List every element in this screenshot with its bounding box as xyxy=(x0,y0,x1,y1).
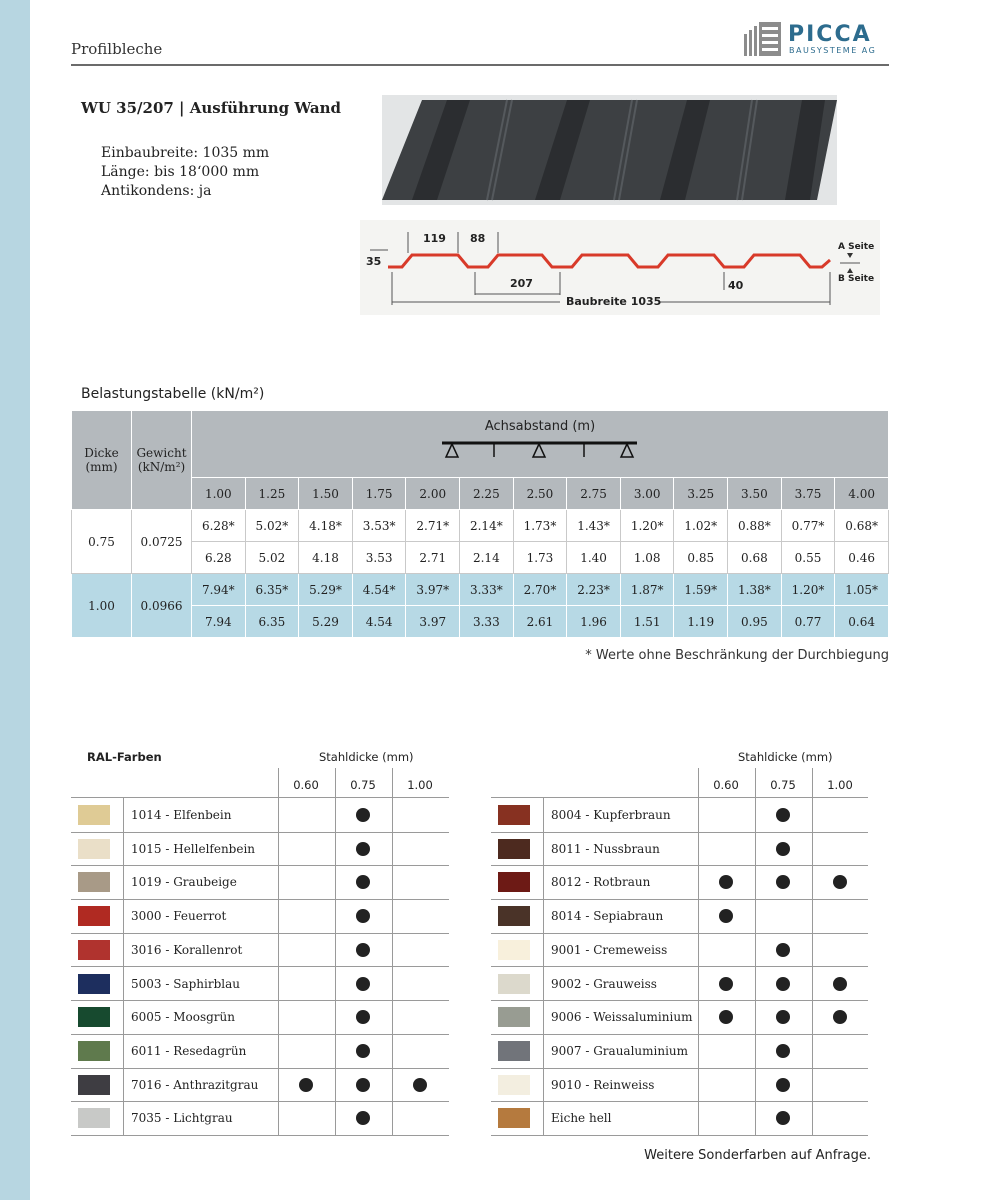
thickness-header: 0.75 xyxy=(770,778,796,792)
spec-laenge: Länge: bis 18‘000 mm xyxy=(101,164,260,180)
logo-building-icon xyxy=(742,20,784,58)
load-value-cell: 1.40 xyxy=(567,542,621,574)
load-value-cell: 0.46 xyxy=(835,542,889,574)
load-row-075-b xyxy=(72,542,889,574)
load-value-cell: 2.71 xyxy=(406,542,460,574)
color-name: 1014 - Elfenbein xyxy=(131,808,232,822)
load-value-cell: 6.35* xyxy=(245,574,299,606)
available-dot-icon xyxy=(776,808,790,822)
span-value: 3.25 xyxy=(674,478,728,510)
available-dot-icon xyxy=(719,909,733,923)
dim-88-label: 88 xyxy=(470,232,486,245)
load-value-cell: 0.85 xyxy=(674,542,728,574)
span-value: 3.75 xyxy=(781,478,835,510)
color-row xyxy=(491,1034,868,1069)
load-value-cell: 1.20* xyxy=(620,510,674,542)
available-dot-icon xyxy=(356,1010,370,1024)
load-value-cell: 6.35 xyxy=(245,606,299,638)
color-name: 8004 - Kupferbraun xyxy=(551,808,671,822)
load-value-cell: 1.51 xyxy=(620,606,674,638)
span-value: 2.50 xyxy=(513,478,567,510)
profile-cross-section-drawing xyxy=(360,220,880,315)
company-logo xyxy=(742,20,892,60)
available-dot-icon xyxy=(833,977,847,991)
available-dot-icon xyxy=(776,977,790,991)
color-row xyxy=(491,933,868,968)
span-value: 3.00 xyxy=(620,478,674,510)
span-values-row xyxy=(72,478,889,510)
span-title: Achsabstand (m) xyxy=(484,419,596,434)
color-row xyxy=(71,967,449,1002)
load-value-cell: 1.73* xyxy=(513,510,567,542)
load-value-cell: 6.28 xyxy=(192,542,246,574)
logo-subtitle: BAUSYSTEME AG xyxy=(789,46,877,55)
color-name: 6011 - Resedagrün xyxy=(131,1043,247,1058)
available-dot-icon xyxy=(356,943,370,957)
color-name: 3000 - Feuerrot xyxy=(131,909,227,924)
load-table-title: Belastungstabelle (kN/m²) xyxy=(81,386,265,402)
color-swatch xyxy=(498,940,530,960)
available-dot-icon xyxy=(356,909,370,923)
logo-name: PICCA xyxy=(788,22,872,47)
load-value-cell: 0.64 xyxy=(835,606,889,638)
available-dot-icon xyxy=(833,875,847,889)
color-row xyxy=(491,1101,868,1136)
baubreite-label: Baubreite 1035 xyxy=(566,295,662,308)
color-row xyxy=(491,865,868,900)
available-dot-icon xyxy=(356,808,370,822)
thickness-header: 0.75 xyxy=(350,778,376,792)
load-value-cell: 6.28* xyxy=(192,510,246,542)
load-value-cell: 0.68 xyxy=(728,542,782,574)
color-swatch xyxy=(78,1108,110,1128)
load-value-cell: 2.70* xyxy=(513,574,567,606)
b-seite-label: B Seite xyxy=(838,274,875,284)
col-gewicht-label: Gewicht xyxy=(136,446,187,460)
load-value-cell: 0.55 xyxy=(781,542,835,574)
color-swatch xyxy=(78,906,110,926)
col-dicke-unit: (mm) xyxy=(85,460,118,474)
load-value-cell: 1.87* xyxy=(620,574,674,606)
span-value: 2.75 xyxy=(567,478,621,510)
color-name: 8011 - Nussbraun xyxy=(551,841,660,856)
color-row xyxy=(491,899,868,934)
col-gewicht-header xyxy=(132,411,192,510)
ral-colors-left-table xyxy=(71,750,449,1130)
load-table xyxy=(71,410,889,638)
span-value: 1.50 xyxy=(299,478,353,510)
color-swatch xyxy=(498,839,530,859)
color-swatch xyxy=(498,906,530,926)
load-value-cell: 3.53 xyxy=(352,542,406,574)
load-value-cell: 0.88* xyxy=(728,510,782,542)
available-dot-icon xyxy=(776,875,790,889)
color-row xyxy=(71,1034,449,1069)
dim-40-label: 40 xyxy=(728,279,744,292)
span-value: 1.75 xyxy=(352,478,406,510)
color-swatch xyxy=(498,872,530,892)
color-swatch xyxy=(498,1007,530,1027)
color-name: 9010 - Reinweiss xyxy=(551,1077,655,1092)
color-name: 5003 - Saphirblau xyxy=(131,976,240,991)
profile-sheet-photo xyxy=(382,95,837,205)
available-dot-icon xyxy=(776,1044,790,1058)
thickness-title-left: Stahldicke (mm) xyxy=(319,750,414,764)
color-row xyxy=(71,899,449,934)
thickness-header: 0.60 xyxy=(713,778,739,792)
load-value-cell: 1.73 xyxy=(513,542,567,574)
available-dot-icon xyxy=(356,977,370,991)
color-swatch xyxy=(498,1041,530,1061)
available-dot-icon xyxy=(356,875,370,889)
color-name: Eiche hell xyxy=(551,1111,612,1126)
color-swatch xyxy=(78,1041,110,1061)
color-name: 6005 - Moosgrün xyxy=(131,1010,235,1025)
available-dot-icon xyxy=(356,1044,370,1058)
load-value-cell: 1.19 xyxy=(674,606,728,638)
color-row xyxy=(491,798,868,833)
span-value: 1.00 xyxy=(192,478,246,510)
thickness-header: 1.00 xyxy=(407,778,433,792)
load-table-header-row xyxy=(72,411,889,478)
available-dot-icon xyxy=(776,1010,790,1024)
span-value: 3.50 xyxy=(728,478,782,510)
color-name: 9002 - Grauweiss xyxy=(551,976,657,991)
load-value-cell: 1.43* xyxy=(567,510,621,542)
spec-antikondens: Antikondens: ja xyxy=(101,183,212,199)
a-seite-label: A Seite xyxy=(838,242,875,252)
load-value-cell: 1.59* xyxy=(674,574,728,606)
load-value-cell: 0.95 xyxy=(728,606,782,638)
load-value-cell: 0.77* xyxy=(781,510,835,542)
available-dot-icon xyxy=(356,1111,370,1125)
ral-colors-title: RAL-Farben xyxy=(87,750,162,764)
col-dicke-header xyxy=(72,411,132,510)
load-value-cell: 7.94 xyxy=(192,606,246,638)
available-dot-icon xyxy=(776,1078,790,1092)
load-value-cell: 4.54* xyxy=(352,574,406,606)
color-swatch xyxy=(498,974,530,994)
available-dot-icon xyxy=(833,1010,847,1024)
color-swatch xyxy=(78,839,110,859)
load-value-cell: 1.08 xyxy=(620,542,674,574)
load-row-100-a xyxy=(72,574,889,606)
load-row-100-b xyxy=(72,606,889,638)
color-name: 1019 - Graubeige xyxy=(131,875,237,890)
color-row xyxy=(491,967,868,1002)
page-header-title: Profilbleche xyxy=(71,40,163,58)
color-row xyxy=(71,832,449,867)
col-gewicht-unit: (kN/m²) xyxy=(137,460,186,474)
color-name: 1015 - Hellelfenbein xyxy=(131,841,256,856)
color-name: 8012 - Rotbraun xyxy=(551,875,651,890)
dim-207-label: 207 xyxy=(510,277,533,290)
color-row xyxy=(491,1000,868,1035)
load-value-cell: 4.54 xyxy=(352,606,406,638)
color-swatch xyxy=(78,940,110,960)
load-value-cell: 2.71* xyxy=(406,510,460,542)
color-row xyxy=(71,798,449,833)
available-dot-icon xyxy=(776,842,790,856)
load-value-cell: 5.02 xyxy=(245,542,299,574)
span-header xyxy=(192,411,889,478)
more-colors-note: Weitere Sonderfarben auf Anfrage. xyxy=(644,1148,871,1163)
color-name: 7016 - Anthrazitgrau xyxy=(131,1077,259,1092)
ral-colors-right-table xyxy=(491,750,868,1130)
color-name: 7035 - Lichtgrau xyxy=(131,1111,233,1126)
product-specs xyxy=(101,144,269,201)
color-name: 9001 - Cremeweiss xyxy=(551,942,668,957)
load-value-cell: 4.18 xyxy=(299,542,353,574)
available-dot-icon xyxy=(299,1078,313,1092)
dim-35-label: 35 xyxy=(366,255,382,268)
load-value-cell: 1.20* xyxy=(781,574,835,606)
thickness-header: 0.60 xyxy=(293,778,319,792)
load-value-cell: 2.14 xyxy=(460,542,514,574)
span-value: 2.00 xyxy=(406,478,460,510)
available-dot-icon xyxy=(356,842,370,856)
header-divider xyxy=(71,64,889,66)
load-value-cell: 3.53* xyxy=(352,510,406,542)
available-dot-icon xyxy=(776,1111,790,1125)
available-dot-icon xyxy=(719,1010,733,1024)
dim-119-label: 119 xyxy=(423,232,446,245)
load-value-cell: 2.14* xyxy=(460,510,514,542)
color-row xyxy=(71,1101,449,1136)
col-dicke-label: Dicke xyxy=(84,446,119,460)
color-name: 9007 - Graualuminium xyxy=(551,1043,689,1058)
color-name: 8014 - Sepiabraun xyxy=(551,909,664,924)
gewicht-cell: 0.0966 xyxy=(132,574,192,638)
color-swatch xyxy=(78,805,110,825)
load-value-cell: 0.68* xyxy=(835,510,889,542)
load-value-cell: 5.02* xyxy=(245,510,299,542)
load-value-cell: 5.29* xyxy=(299,574,353,606)
color-row xyxy=(71,1000,449,1035)
dicke-cell: 1.00 xyxy=(72,574,132,638)
load-value-cell: 5.29 xyxy=(299,606,353,638)
thickness-title-right: Stahldicke (mm) xyxy=(738,750,833,764)
color-swatch xyxy=(498,805,530,825)
load-table-footnote: * Werte ohne Beschränkung der Durchbiegung xyxy=(585,648,889,663)
color-swatch xyxy=(78,872,110,892)
color-row xyxy=(71,865,449,900)
load-value-cell: 1.38* xyxy=(728,574,782,606)
spec-einbaubreite: Einbaubreite: 1035 mm xyxy=(101,145,270,161)
load-value-cell: 0.77 xyxy=(781,606,835,638)
color-row xyxy=(491,832,868,867)
load-value-cell: 2.23* xyxy=(567,574,621,606)
load-value-cell: 3.33 xyxy=(460,606,514,638)
available-dot-icon xyxy=(356,1078,370,1092)
available-dot-icon xyxy=(719,977,733,991)
span-value: 1.25 xyxy=(245,478,299,510)
thickness-header: 1.00 xyxy=(827,778,853,792)
color-swatch xyxy=(78,1075,110,1095)
side-color-bar xyxy=(0,0,30,1200)
load-value-cell: 1.05* xyxy=(835,574,889,606)
load-row-075-a xyxy=(72,510,889,542)
load-value-cell: 1.96 xyxy=(567,606,621,638)
load-value-cell: 3.97* xyxy=(406,574,460,606)
color-name: 9006 - Weissaluminium xyxy=(551,1010,693,1025)
load-value-cell: 3.97 xyxy=(406,606,460,638)
load-value-cell: 1.02* xyxy=(674,510,728,542)
color-swatch xyxy=(498,1108,530,1128)
color-row xyxy=(71,1068,449,1103)
available-dot-icon xyxy=(776,943,790,957)
color-name: 3016 - Korallenrot xyxy=(131,942,243,957)
color-row xyxy=(491,1068,868,1103)
dicke-cell: 0.75 xyxy=(72,510,132,574)
product-title: WU 35/207 | Ausführung Wand xyxy=(81,99,342,117)
load-value-cell: 3.33* xyxy=(460,574,514,606)
load-value-cell: 4.18* xyxy=(299,510,353,542)
gewicht-cell: 0.0725 xyxy=(132,510,192,574)
color-swatch xyxy=(78,974,110,994)
load-value-cell: 2.61 xyxy=(513,606,567,638)
span-value: 2.25 xyxy=(460,478,514,510)
color-swatch xyxy=(498,1075,530,1095)
span-value: 4.00 xyxy=(835,478,889,510)
color-swatch xyxy=(78,1007,110,1027)
beam-support-icon xyxy=(442,441,637,463)
available-dot-icon xyxy=(413,1078,427,1092)
load-value-cell: 7.94* xyxy=(192,574,246,606)
color-row xyxy=(71,933,449,968)
available-dot-icon xyxy=(719,875,733,889)
